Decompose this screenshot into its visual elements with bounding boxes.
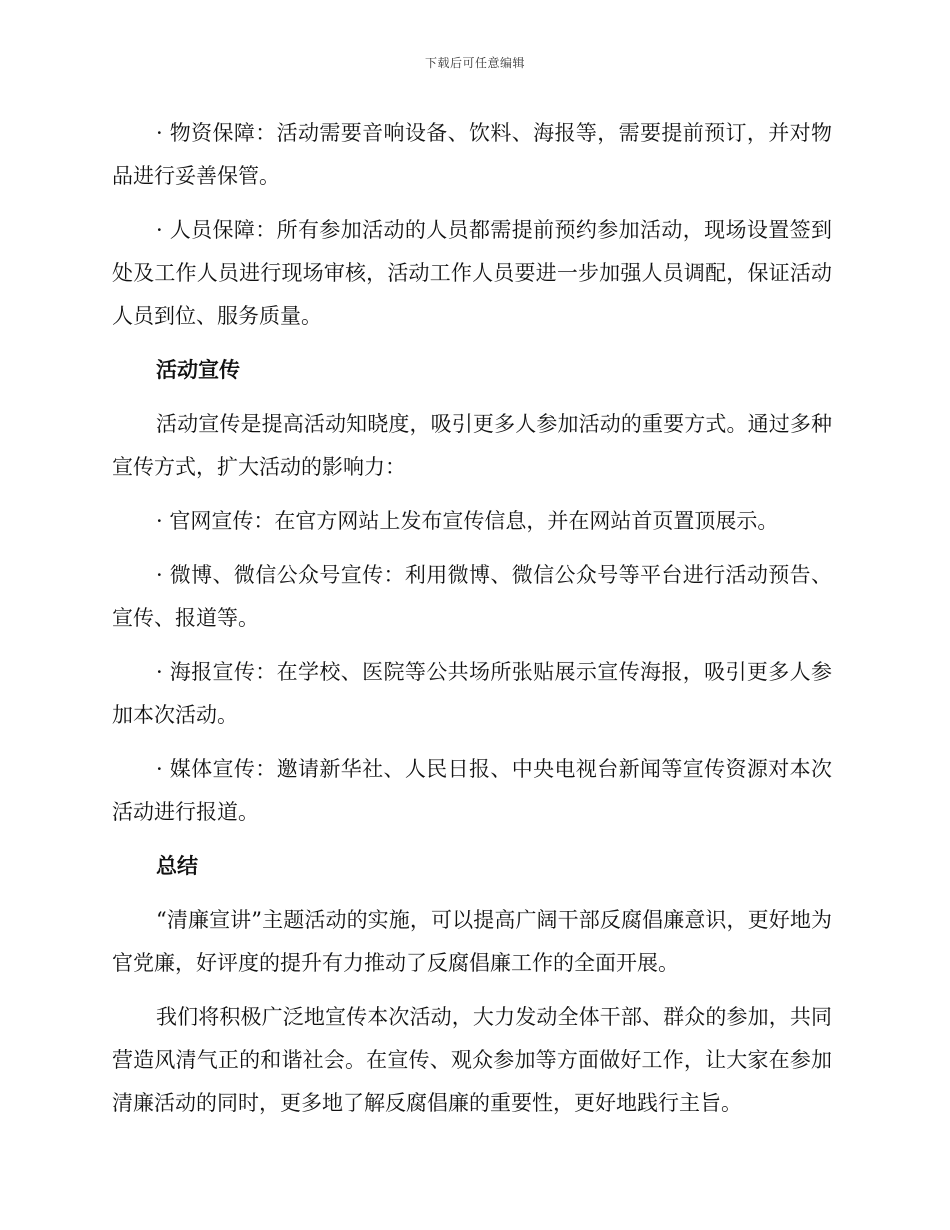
paragraph-publicity-intro: 活动宣传是提高活动知晓度，吸引更多人参加活动的重要方式。通过多种宣传方式，扩大活动的影响力： xyxy=(112,412,832,479)
paragraph-website-publicity: · 官网宣传：在官方网站上发布宣传信息，并在网站首页置顶展示。 xyxy=(156,509,779,533)
paragraph-summary-2: 我们将积极广泛地宣传本次活动，大力发动全体干部、群众的参加，共同营造风清气正的和谐社会。在宣传、观众参加等方面做好工作，让大家在参加清廉活动的同时，更多地了解反腐倡廉的重要性，更好地践行主旨。 xyxy=(112,1005,832,1115)
page-header: 下载后可任意编辑 xyxy=(424,56,525,70)
document-body xyxy=(112,112,832,1136)
paragraph-material-guarantee: · 物资保障：活动需要音响设备、饮料、海报等，需要提前预订，并对物品进行妥善保管。 xyxy=(112,121,832,188)
paragraph-summary-1: “清廉宣讲”主题活动的实施，可以提高广阔干部反腐倡廉意识，更好地为官党廉，好评度的提升有力推动了反腐倡廉工作的全面开展。 xyxy=(112,908,832,975)
section-heading-publicity: 活动宣传 xyxy=(156,358,240,382)
paragraph-personnel-guarantee: · 人员保障：所有参加活动的人员都需提前预约参加活动，现场设置签到处及工作人员进行现场审核，活动工作人员要进一步加强人员调配，保证活动人员到位、服务质量。 xyxy=(112,218,832,328)
paragraph-media-publicity: · 媒体宣传：邀请新华社、人民日报、中央电视台新闻等宣传资源对本次活动进行报道。 xyxy=(112,757,832,824)
paragraph-social-media-publicity: · 微博、微信公众号宣传：利用微博、微信公众号等平台进行活动预告、宣传、报道等。 xyxy=(112,563,832,630)
section-heading-summary: 总结 xyxy=(156,854,198,878)
paragraph-poster-publicity: · 海报宣传：在学校、医院等公共场所张贴展示宣传海报，吸引更多人参加本次活动。 xyxy=(112,660,832,727)
